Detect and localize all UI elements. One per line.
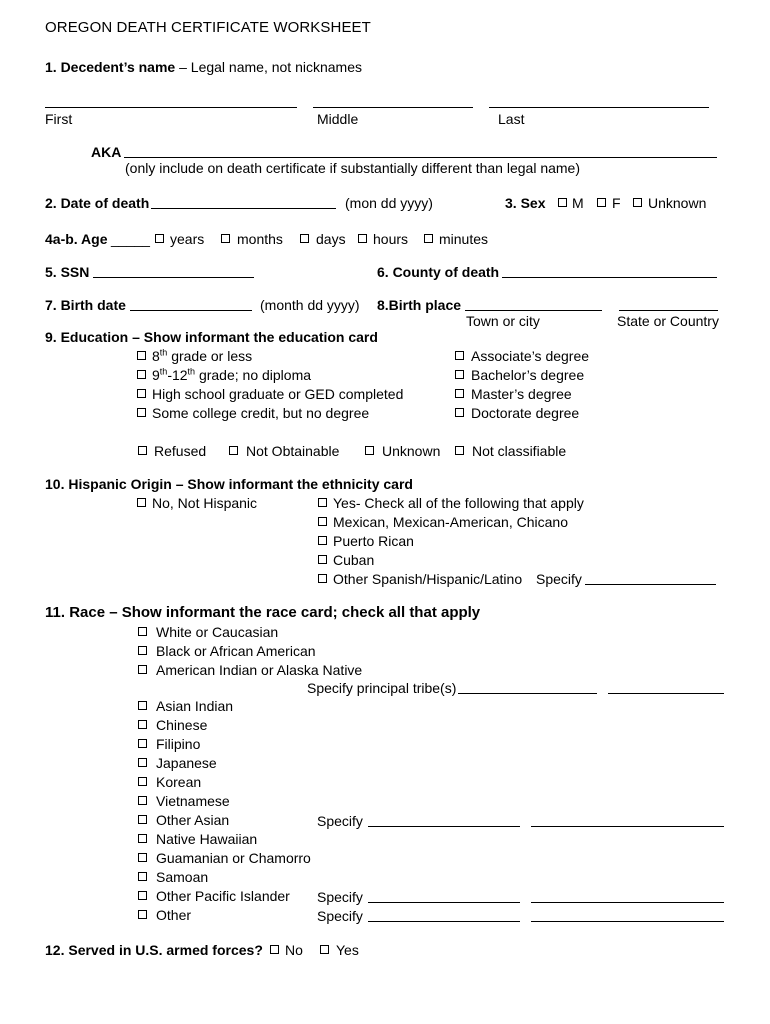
last-name-label: Last — [498, 111, 525, 127]
hispanic-mexican-checkbox[interactable] — [318, 517, 327, 526]
edu-9-number: 9 — [152, 367, 160, 383]
sex-unknown-label: Unknown — [648, 195, 707, 211]
last-name-field[interactable] — [489, 107, 709, 108]
armed-forces-no-label: No — [285, 942, 303, 958]
race-option-checkbox[interactable] — [138, 701, 147, 710]
race-option-label: Vietnamese — [156, 793, 230, 809]
birth-date-format: (month dd yyyy) — [260, 297, 360, 313]
edu-highschool-label: High school graduate or GED completed — [152, 386, 404, 402]
sex-unknown-checkbox[interactable] — [633, 198, 642, 207]
pacific-specify-field-2[interactable] — [531, 902, 724, 903]
county-of-death-label: 6. County of death — [377, 264, 500, 280]
sex-label: 3. Sex — [505, 195, 546, 211]
decedent-name-note: – Legal name, not nicknames — [175, 59, 362, 75]
date-of-death-label: 2. Date of death — [45, 195, 150, 211]
sex-f-label: F — [612, 195, 621, 211]
birth-town-label: Town or city — [466, 313, 540, 329]
sex-m-checkbox[interactable] — [558, 198, 567, 207]
other-asian-specify-field-1[interactable] — [368, 826, 520, 827]
edu-8th-number: 8 — [152, 348, 160, 364]
tribe-field-1[interactable] — [458, 693, 597, 694]
race-option-label: Black or African American — [156, 643, 316, 659]
edu-bachelor-checkbox[interactable] — [455, 370, 464, 379]
middle-name-field[interactable] — [313, 107, 473, 108]
age-hours-label: hours — [373, 231, 409, 247]
edu-master-label: Master’s degree — [471, 386, 572, 402]
edu-master-checkbox[interactable] — [455, 389, 464, 398]
birth-town-field[interactable] — [465, 310, 602, 311]
edu-12-number: -12 — [167, 367, 188, 383]
race-option-label: White or Caucasian — [156, 624, 279, 640]
race-option-label: Samoan — [156, 869, 209, 885]
race-option-checkbox[interactable] — [138, 627, 147, 636]
hispanic-heading: 10. Hispanic Origin – Show informant the ethnicity card — [45, 476, 413, 492]
age-months-label: months — [237, 231, 283, 247]
edu-highschool-checkbox[interactable] — [137, 389, 146, 398]
edu-associate-checkbox[interactable] — [455, 351, 464, 360]
edu-notclassifiable-label: Not classifiable — [472, 443, 567, 459]
race-option-checkbox[interactable] — [138, 872, 147, 881]
hispanic-other-label: Other Spanish/Hispanic/Latino — [333, 571, 523, 587]
race-option-label: Guamanian or Chamorro — [156, 850, 311, 866]
armed-forces-yes-label: Yes — [336, 942, 359, 958]
edu-notobtainable-label: Not Obtainable — [246, 443, 340, 459]
tribe-field-2[interactable] — [608, 693, 724, 694]
age-days-checkbox[interactable] — [300, 234, 309, 243]
birth-date-field[interactable] — [130, 310, 252, 311]
tribe-specify-label: Specify principal tribe(s) — [307, 680, 457, 696]
sex-f-checkbox[interactable] — [597, 198, 606, 207]
edu-somecollege-checkbox[interactable] — [137, 408, 146, 417]
edu-8th-text: grade or less — [167, 348, 253, 364]
race-option-checkbox[interactable] — [138, 739, 147, 748]
section-1-heading — [45, 59, 362, 75]
edu-unknown-label: Unknown — [382, 443, 441, 459]
edu-associate-label: Associate’s degree — [471, 348, 590, 364]
age-field[interactable]: _____ — [111, 231, 150, 247]
middle-name-label: Middle — [317, 111, 359, 127]
race-option-label: Native Hawaiian — [156, 831, 258, 847]
edu-bachelor-label: Bachelor’s degree — [471, 367, 585, 383]
birth-state-field[interactable] — [619, 310, 718, 311]
armed-forces-yes-checkbox[interactable] — [320, 945, 329, 954]
hispanic-specify-label: Specify — [536, 571, 582, 587]
edu-doctorate-checkbox[interactable] — [455, 408, 464, 417]
birth-place-label: 8.Birth place — [377, 297, 462, 313]
first-name-label: First — [45, 111, 73, 127]
race-option-label: Filipino — [156, 736, 201, 752]
other-race-specify-field-1[interactable] — [368, 921, 520, 922]
aka-field[interactable] — [124, 157, 717, 158]
edu-9-12-text: grade; no diploma — [195, 367, 312, 383]
age-years-checkbox[interactable] — [155, 234, 164, 243]
race-option-label: Japanese — [156, 755, 217, 771]
other-asian-specify-label: Specify — [317, 813, 363, 829]
edu-notobtainable-checkbox[interactable] — [229, 446, 238, 455]
age-hours-checkbox[interactable] — [358, 234, 367, 243]
edu-refused-checkbox[interactable] — [138, 446, 147, 455]
edu-refused-label: Refused — [154, 443, 207, 459]
aka-label: AKA — [91, 144, 122, 160]
edu-doctorate-label: Doctorate degree — [471, 405, 580, 421]
aka-note: (only include on death certificate if substantially different than legal name) — [125, 160, 581, 176]
edu-notclassifiable-checkbox[interactable] — [455, 446, 464, 455]
other-asian-specify-field-2[interactable] — [531, 826, 724, 827]
race-option-label: Chinese — [156, 717, 208, 733]
edu-unknown-checkbox[interactable] — [365, 446, 374, 455]
hispanic-cuban-checkbox[interactable] — [318, 555, 327, 564]
age-months-checkbox[interactable] — [221, 234, 230, 243]
birth-state-label: State or Country — [617, 313, 719, 329]
hispanic-puertorican-checkbox[interactable] — [318, 536, 327, 545]
other-race-specify-field-2[interactable] — [531, 921, 724, 922]
edu-8th-checkbox[interactable] — [137, 351, 146, 360]
hispanic-cuban-label: Cuban — [333, 552, 375, 568]
sex-m-label: M — [572, 195, 584, 211]
other-race-specify-label: Specify — [317, 908, 363, 924]
race-option-checkbox[interactable] — [138, 646, 147, 655]
hispanic-yes-label: Yes- Check all of the following that apply — [333, 495, 584, 511]
hispanic-no-checkbox[interactable] — [137, 498, 146, 507]
race-heading: 11. Race – Show informant the race card; check all that apply — [45, 604, 481, 621]
race-option-checkbox[interactable] — [138, 834, 147, 843]
edu-somecollege-label: Some college credit, but no degree — [152, 405, 370, 421]
hispanic-yes-checkbox[interactable] — [318, 498, 327, 507]
date-of-death-field[interactable] — [151, 208, 336, 209]
pacific-specify-field-1[interactable] — [368, 902, 520, 903]
education-heading: 9. Education – Show informant the education card — [45, 329, 378, 345]
race-option-label: Other Pacific Islander — [156, 888, 290, 904]
race-option-checkbox[interactable] — [138, 910, 147, 919]
race-option-checkbox[interactable] — [138, 720, 147, 729]
race-option-checkbox[interactable] — [138, 777, 147, 786]
hispanic-other-checkbox[interactable] — [318, 574, 327, 583]
ssn-label: 5. SSN — [45, 264, 90, 280]
race-option-checkbox[interactable] — [138, 796, 147, 805]
hispanic-mexican-label: Mexican, Mexican-American, Chicano — [333, 514, 568, 530]
hispanic-specify-field[interactable] — [585, 584, 716, 585]
age-label: 4a-b. Age — [45, 231, 108, 247]
age-days-label: days — [316, 231, 346, 247]
edu-8th-label — [152, 348, 252, 364]
race-option-label: Korean — [156, 774, 202, 790]
edu-9-12-label — [152, 367, 311, 383]
race-option-checkbox[interactable] — [138, 815, 147, 824]
edu-9-sup: th — [159, 366, 168, 377]
race-option-label: American Indian or Alaska Native — [156, 662, 363, 678]
race-option-checkbox[interactable] — [138, 665, 147, 674]
edu-9-12-checkbox[interactable] — [137, 370, 146, 379]
race-option-label: Asian Indian — [156, 698, 234, 714]
hispanic-no-label: No, Not Hispanic — [152, 495, 258, 511]
race-option-checkbox[interactable] — [138, 758, 147, 767]
armed-forces-label: 12. Served in U.S. armed forces? — [45, 942, 263, 958]
page-title: OREGON DEATH CERTIFICATE WORKSHEET — [45, 19, 371, 36]
decedent-name-label: 1. Decedent’s name — [45, 59, 176, 75]
race-option-label: Other Asian — [156, 812, 230, 828]
ssn-field[interactable] — [93, 277, 254, 278]
birth-date-label: 7. Birth date — [45, 297, 126, 313]
age-years-label: years — [170, 231, 205, 247]
edu-8th-sup: th — [159, 347, 168, 358]
race-option-checkbox[interactable] — [138, 891, 147, 900]
hispanic-puertorican-label: Puerto Rican — [333, 533, 414, 549]
race-option-label: Other — [156, 907, 192, 923]
first-name-field[interactable] — [45, 107, 297, 108]
date-of-death-format: (mon dd yyyy) — [345, 195, 433, 211]
pacific-specify-label: Specify — [317, 889, 363, 905]
armed-forces-no-checkbox[interactable] — [270, 945, 279, 954]
edu-12-sup: th — [187, 366, 196, 377]
county-of-death-field[interactable] — [502, 277, 717, 278]
race-option-checkbox[interactable] — [138, 853, 147, 862]
age-minutes-label: minutes — [439, 231, 489, 247]
age-minutes-checkbox[interactable] — [424, 234, 433, 243]
